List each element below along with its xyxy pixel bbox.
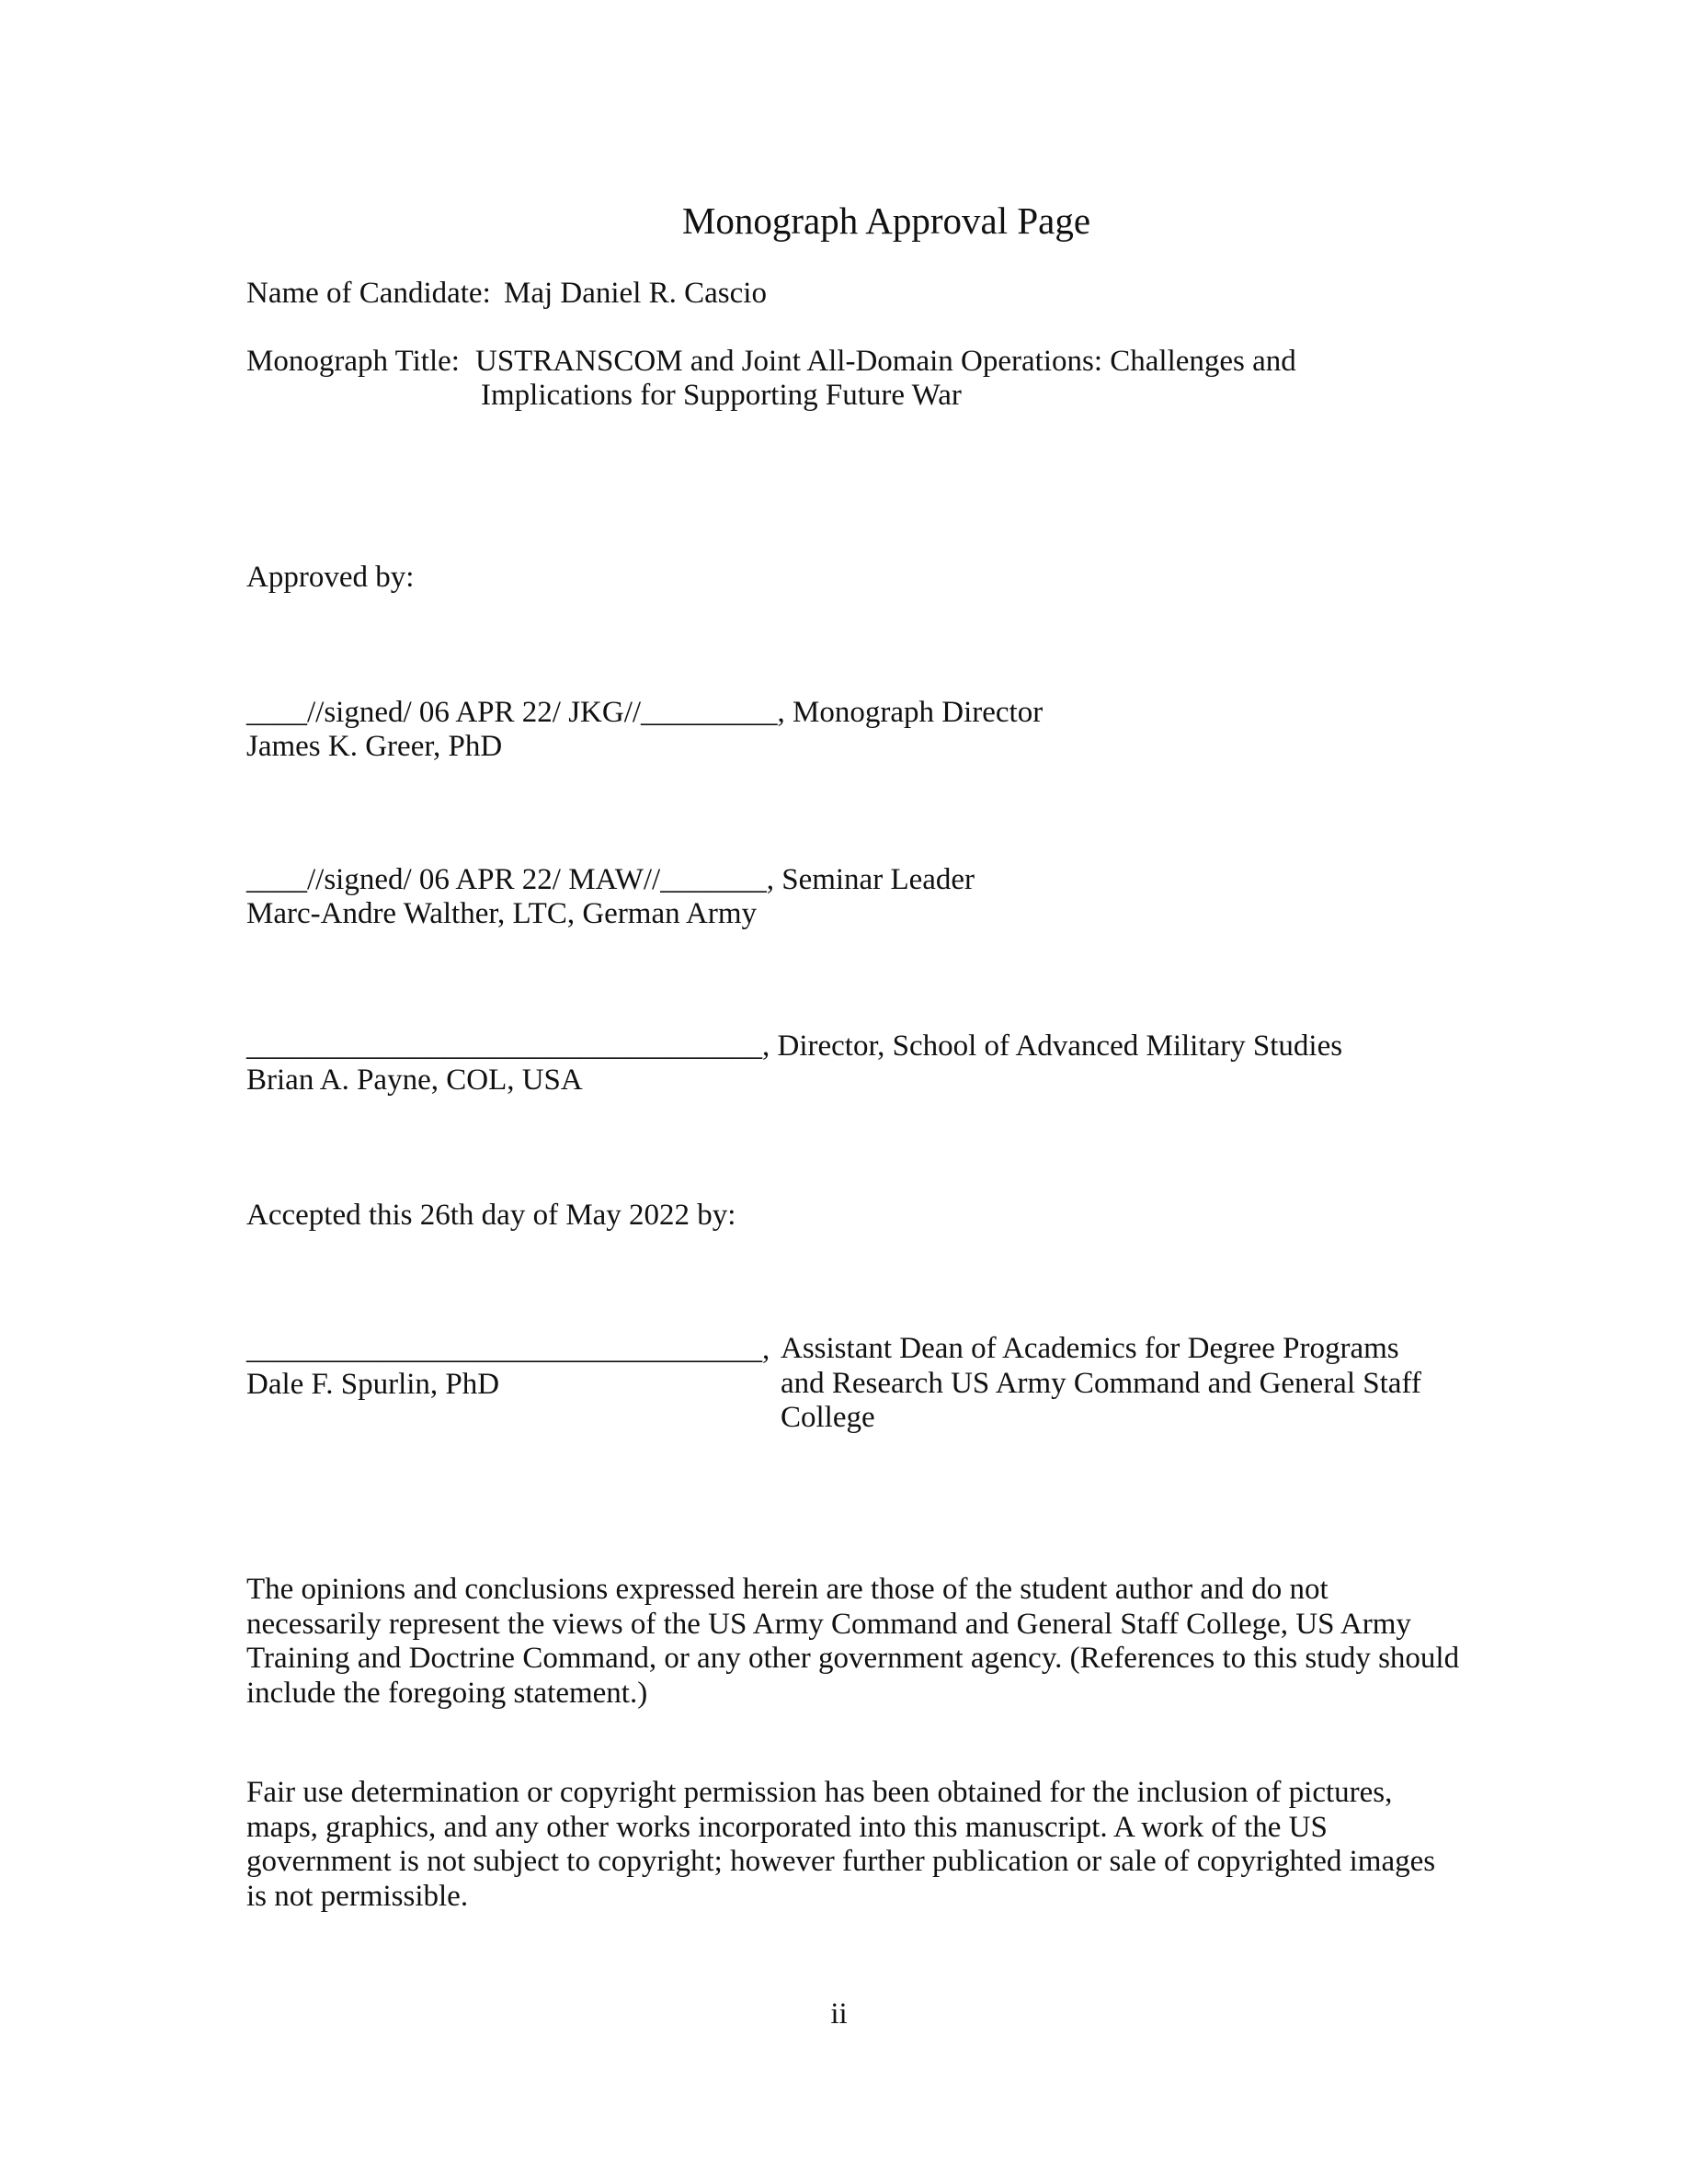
disclaimer-paragraph: The opinions and conclusions expressed herein are those of the student author and do not necessarily represent the views of the US Army Command and General Staff College, US Army Training and Doctrine Command, or any other government agency. (References to this study should include the foregoing statement.)	[246, 1573, 1460, 1710]
signatory-name-assistant-dean: Dale F. Spurlin, PhD	[246, 1368, 500, 1401]
candidate-name: Maj Daniel R. Cascio	[504, 277, 767, 310]
accepted-statement: Accepted this 26th day of May 2022 by:	[246, 1199, 736, 1232]
assistant-dean-role: Assistant Dean of Academics for Degree Programs and Research US Army Command and General Staff College	[781, 1332, 1421, 1434]
signatory-name-seminar-leader: Marc-Andre Walther, LTC, German Army	[246, 897, 758, 930]
signature-line-monograph-director: ____//signed/ 06 APR 22/ JKG//_________, Monograph Director	[246, 696, 1044, 729]
candidate-label: Name of Candidate:	[246, 277, 491, 310]
page-number: ii	[830, 1997, 848, 2030]
signature-line-seminar-leader: ____//signed/ 06 APR 22/ MAW//_______, Seminar Leader	[246, 863, 975, 896]
page-title: Monograph Approval Page	[681, 199, 1091, 242]
signature-line-sams-director: __________________________________, Director, School of Advanced Military Studies	[246, 1029, 1343, 1063]
fair-use-paragraph: Fair use determination or copyright permission has been obtained for the inclusion of pictures, maps, graphics, and any other works incorporated into this manuscript. A work of the US government is not subject to copyright; however further publication or sale of copyrighted images is not permissible.	[246, 1776, 1436, 1913]
signatory-name-sams-director: Brian A. Payne, COL, USA	[246, 1064, 583, 1097]
signature-line-assistant-dean: __________________________________,	[246, 1333, 770, 1366]
monograph-title-line-2: Implications for Supporting Future War	[481, 379, 962, 412]
approved-by-label: Approved by:	[246, 561, 415, 594]
monograph-title-label: Monograph Title:	[246, 345, 460, 378]
signatory-name-monograph-director: James K. Greer, PhD	[246, 730, 503, 763]
monograph-title-line-1: USTRANSCOM and Joint All-Domain Operations: Challenges and	[475, 345, 1296, 378]
